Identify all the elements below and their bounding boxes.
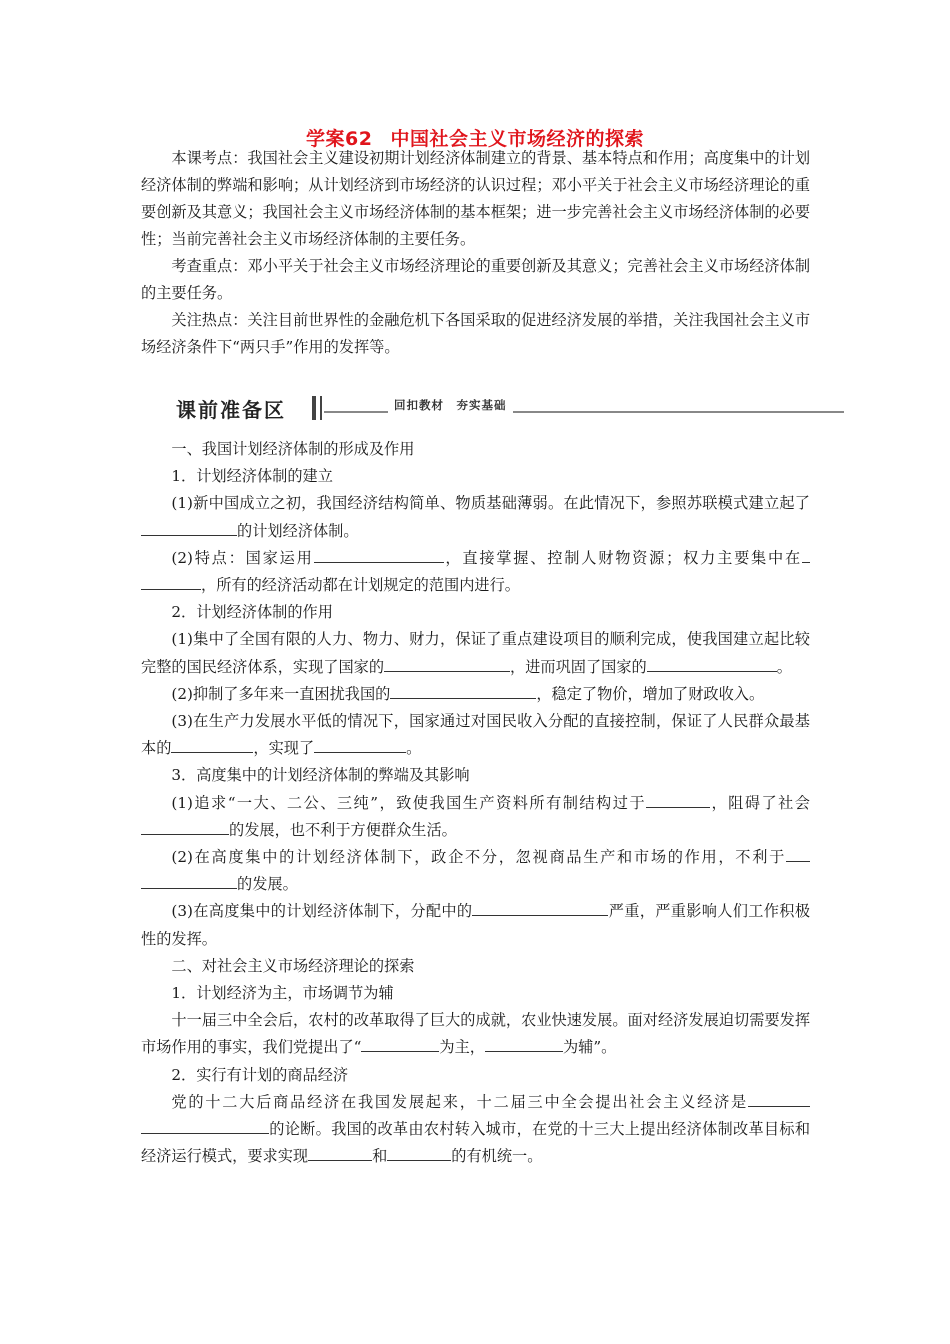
section-heading: 一、我国计划经济体制的形成及作用 [171,440,415,458]
answer-blank[interactable] [141,874,237,889]
fill-paragraph: (1)新中国成立之初，我国经济结构简单、物质基础薄弱。在此情况下，参照苏联模式建立起了的计划经济体制。 [141,490,810,544]
answer-blank[interactable] [485,1037,563,1052]
fill-paragraph: (2)特点：国家运用 ，直接掌握、控制人财物资源；权力主要集中在，所有的经济活动都在计划规定的范围内进行。 [141,545,810,599]
answer-blank[interactable] [802,548,810,563]
fill-paragraph: 党的十二大后商品经济在我国发展起来，十二届三中全会提出社会主义经济是的论断。我国的改革由农村转入城市，在党的十三大上提出经济体制改革目标和经济运行模式，要求实现 和 的有机统一。 [141,1092,810,1166]
subsection-heading: 3．高度集中的计划经济体制的弊端及其影响 [171,766,470,785]
title-number: 学案62 [306,128,373,150]
intro-section [141,145,810,361]
answer-blank[interactable] [387,1146,451,1161]
answer-blank[interactable] [171,738,253,753]
title-text: 中国社会主义市场经济的探索 [390,128,644,150]
intro-paragraph: 本课考点：我国社会主义建设初期计划经济体制建立的背景、基本特点和作用；高度集中的计划经济体制的弊端和影响；从计划经济到市场经济的认识过程；邓小平关于社会主义市场经济理论的重要创新及其意义；我国社会主义市场经济体制的基本框架；进一步完善社会主义市场经济体制的必要性；当前完善社会主义市场经济体制的主要任务。 [141,149,810,248]
subsection-heading: 2．计划经济体制的作用 [171,603,333,622]
banner-title: 课前准备区 [176,398,286,422]
answer-blank[interactable] [314,738,406,753]
fill-paragraph: (1)追求“一大、二公、三纯”，致使我国生产资料所有制结构过于 ，阻碍了社会的发展，也不利于方便群众生活。 [141,790,810,844]
worksheet-body [141,436,810,1170]
banner-divider [320,396,322,420]
answer-blank[interactable] [141,820,229,835]
fill-paragraph: (1)集中了全国有限的人力、物力、财力，保证了重点建设项目的顺利完成，使我国建立起比较完整的国民经济体系，实现了国家的 ，进而巩固了国家的 。 [141,630,810,676]
answer-blank[interactable] [693,657,777,672]
fill-paragraph: (2)抑制了多年来一直困扰我国的 ，稳定了物价，增加了财政收入。 [171,684,765,703]
answer-blank[interactable] [647,657,693,672]
answer-blank[interactable] [646,793,710,808]
section-banner [176,394,844,424]
answer-blank[interactable] [314,548,444,563]
answer-blank[interactable] [308,1146,372,1161]
fill-paragraph: (3)在生产力发展水平低的情况下，国家通过对国民收入分配的直接控制，保证了人民群众最基本的 ，实现了 。 [141,712,810,758]
answer-blank[interactable] [141,575,201,590]
banner-divider [312,396,316,420]
intro-paragraph: 考查重点：邓小平关于社会主义市场经济理论的重要创新及其意义；完善社会主义市场经济体制的主要任务。 [141,257,810,302]
answer-blank[interactable] [141,1119,269,1134]
intro-paragraph: 关注热点：关注目前世界性的金融危机下各国采取的促进经济发展的举措，关注我国社会主义市场经济条件下“两只手”作用的发挥等。 [141,311,810,356]
answer-blank[interactable] [472,901,608,916]
fill-paragraph: 十一届三中全会后，农村的改革取得了巨大的成就，农业快速发展。面对经济发展迫切需要发挥市场作用的事实，我们党提出了“ 为主， 为辅”。 [141,1011,810,1057]
answer-blank[interactable] [390,684,536,699]
fill-paragraph: (2)在高度集中的计划经济体制下，政企不分，忽视商品生产和市场的作用，不利于的发展。 [141,844,810,898]
answer-blank[interactable] [786,847,810,862]
answer-blank[interactable] [361,1037,439,1052]
section-heading: 二、对社会主义市场经济理论的探索 [171,956,415,975]
answer-blank[interactable] [748,1092,810,1107]
subsection-heading: 1．计划经济体制的建立 [171,467,333,486]
fill-paragraph: (3)在高度集中的计划经济体制下，分配中的 严重，严重影响人们工作积极性的发挥。 [141,902,811,948]
answer-blank[interactable] [141,521,237,536]
answer-blank[interactable] [384,657,510,672]
subsection-heading: 1．计划经济为主，市场调节为辅 [171,984,394,1003]
banner-subtitle: 回扣教材 夯实基础 [388,397,513,413]
subsection-heading: 2．实行有计划的商品经济 [171,1065,349,1084]
